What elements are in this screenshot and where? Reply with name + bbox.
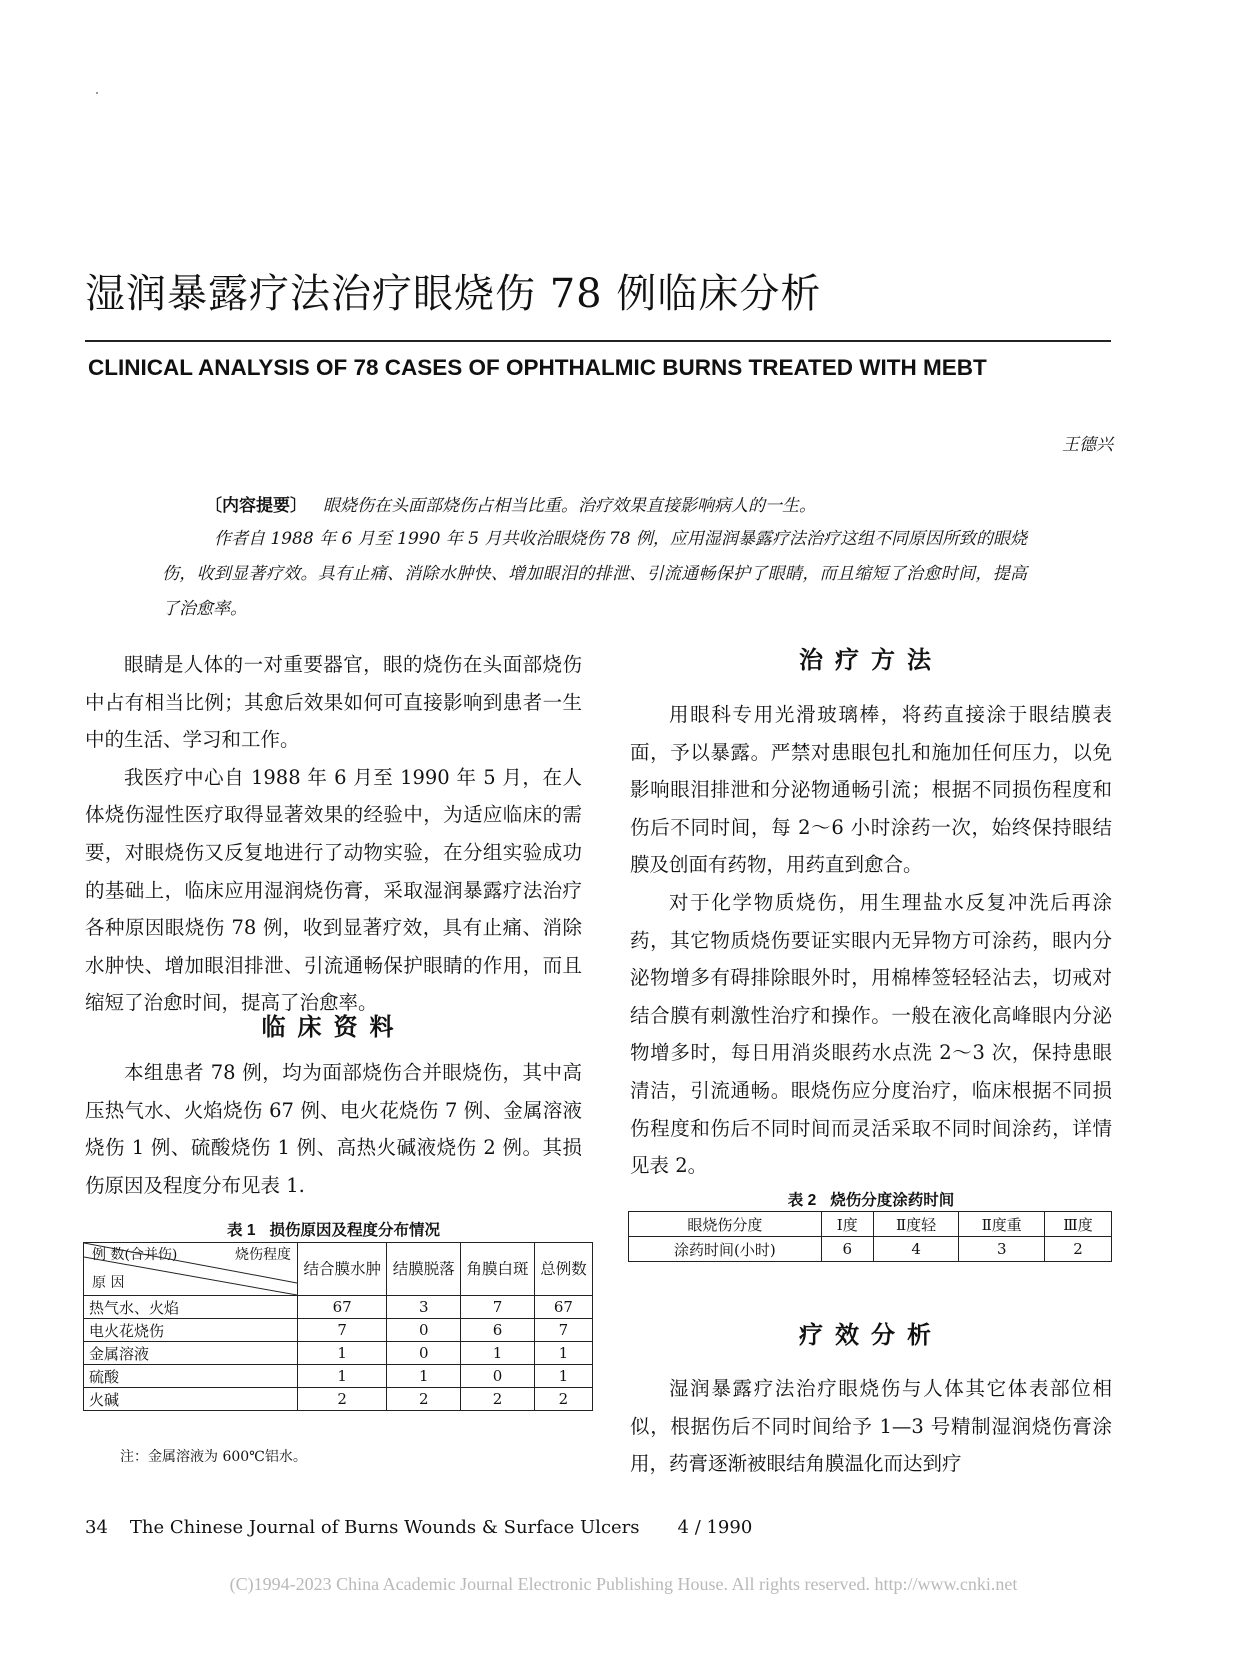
table2-cell: Ⅱ度轻 (873, 1212, 959, 1237)
table1-cell: 1 (534, 1365, 592, 1388)
table1-header: 结膜脱落 (387, 1243, 461, 1296)
table1-caption-number: 表 1 (227, 1222, 256, 1239)
table2-cell: 3 (959, 1237, 1045, 1262)
table1-cell: 2 (298, 1388, 387, 1411)
table1-cell: 0 (387, 1342, 461, 1365)
table1-cause: 电火花烧伤 (84, 1319, 298, 1342)
table1-cell: 0 (461, 1365, 535, 1388)
table1-header: 角膜白斑 (461, 1243, 535, 1296)
efficacy-heading: 疗效分析 (799, 1322, 943, 1349)
title-rule (85, 340, 1111, 342)
efficacy-section (630, 1370, 1112, 1483)
intro-paragraph-2: 我医疗中心自 1988 年 6 月至 1990 年 5 月，在人体烧伤湿性医疗取得显著效果的经验中，为适应临床的需要，对眼烧伤又反复地进行了动物实验，在分组实验成功的基础上，临床应用湿润烧伤膏，采取湿润暴露疗法治疗各种原因眼烧伤 78 例，收到显著疗效，具有止痛、消除水肿快、增加眼泪排泄、引流通畅保护眼睛的作用，而且缩短了治愈时间，提高了治愈率。 (85, 765, 582, 1015)
table2-cell: 涂药时间(小时) (629, 1237, 822, 1262)
page-footer (85, 1517, 752, 1538)
page-title: 湿润暴露疗法治疗眼烧伤 78 例临床分析 (85, 271, 822, 317)
table1-corner-right: 烧伤程度 (235, 1247, 291, 1263)
table1-cell: 6 (461, 1319, 535, 1342)
table1-cell: 7 (298, 1319, 387, 1342)
table1-cell: 3 (387, 1296, 461, 1319)
table1-cause: 硫酸 (84, 1365, 298, 1388)
table1-cause: 火碱 (84, 1388, 298, 1411)
table1-corner-cell (84, 1243, 298, 1296)
table-row (84, 1319, 593, 1342)
method-paragraph-2: 对于化学物质烧伤，用生理盐水反复冲洗后再涂药，其它物质烧伤要证实眼内无异物方可涂药，眼内分泌物增多有碍排除眼外时，用棉棒签轻轻沾去，切戒对结合膜有刺激性治疗和操作。一般在液化高峰眼内分泌物增多时，每日用消炎眼药水点洗 2～3 次，保持患眼清洁，引流通畅。眼烧伤应分度治疗，临床根据不同损伤程度和伤后不同时间而灵活采取不同时间涂药，详情见表 2。 (630, 890, 1112, 1178)
intro-section (85, 646, 582, 1022)
table1-cell: 1 (298, 1342, 387, 1365)
abstract-para2: 作者自 1988 年 6 月至 1990 年 5 月共收治眼烧伤 78 例，应用湿润暴露疗法治疗这组不同原因所致的眼烧伤，收到显著疗效。具有止痛、消除水肿快、增加眼泪的排泄、引流通畅保护了眼睛，而且缩短了治愈时间，提高了治愈率。 (162, 529, 1027, 619)
table1-header: 结合膜水肿 (298, 1243, 387, 1296)
table2-cell: 眼烧伤分度 (629, 1212, 822, 1237)
table2-caption (630, 1188, 1112, 1210)
clinical-section (85, 1054, 582, 1204)
abstract-line1 (205, 488, 816, 524)
table1-corner-top: 例 数(合并伤) (92, 1247, 178, 1263)
table-row (84, 1342, 593, 1365)
table1-cause: 热气水、火焰 (84, 1296, 298, 1319)
table1-cause: 金属溶液 (84, 1342, 298, 1365)
author: 王德兴 (1062, 435, 1113, 455)
table1-caption (85, 1218, 582, 1240)
table1-caption-text: 损伤原因及程度分布情况 (269, 1222, 440, 1239)
table1-note: 注：金属溶液为 600℃铝水。 (120, 1449, 307, 1465)
table-row (84, 1388, 593, 1411)
clinical-heading: 临床资料 (261, 1014, 406, 1041)
method-heading: 治疗方法 (799, 647, 943, 674)
table2-caption-number: 表 2 (787, 1192, 817, 1209)
table1-cell: 67 (298, 1296, 387, 1319)
table1-cell: 2 (534, 1388, 592, 1411)
table1-cell: 1 (387, 1365, 461, 1388)
table1-cell: 67 (534, 1296, 592, 1319)
table1-cell: 1 (534, 1342, 592, 1365)
table2-cell: Ⅲ度 (1045, 1212, 1112, 1237)
table1-cell: 2 (387, 1388, 461, 1411)
table2-cell: 2 (1045, 1237, 1112, 1262)
table2-caption-text: 烧伤分度涂药时间 (830, 1192, 955, 1209)
table2-cell: 6 (821, 1237, 873, 1262)
english-title: CLINICAL ANALYSIS OF 78 CASES OF OPHTHALMIC BURNS TREATED WITH MEBT (88, 355, 987, 380)
journal-name: The Chinese Journal of Burns Wounds & Surface Ulcers (129, 1517, 640, 1538)
table2-cell: Ⅰ度 (821, 1212, 873, 1237)
page-number: 34 (85, 1517, 108, 1538)
table1-cell: 1 (461, 1342, 535, 1365)
method-paragraph-1: 用眼科专用光滑玻璃棒，将药直接涂于眼结膜表面，予以暴露。严禁对患眼包扎和施加任何压力，以免影响眼泪排泄和分泌物通畅引流；根据不同损伤程度和伤后不同时间，每 2～6 小时涂药一次，始终保持眼结膜及创面有药物，用药直到愈合。 (630, 703, 1112, 877)
table1-cell: 7 (534, 1319, 592, 1342)
table-row (84, 1365, 593, 1388)
issue-number: 4 / 1990 (677, 1517, 753, 1538)
table1-corner-bottom: 原 因 (92, 1275, 125, 1291)
table-row (84, 1296, 593, 1319)
table1-header: 总例数 (534, 1243, 592, 1296)
table1-cell: 7 (461, 1296, 535, 1319)
clinical-paragraph: 本组患者 78 例，均为面部烧伤合并眼烧伤，其中高压热气水、火焰烧伤 67 例、电火花烧伤 7 例、金属溶液烧伤 1 例、硫酸烧伤 1 例、高热火碱液烧伤 2 例。其损伤原因及程度分布见表 1. (85, 1061, 582, 1197)
table1-cell: 1 (298, 1365, 387, 1388)
table1-cell: 0 (387, 1319, 461, 1342)
table1 (83, 1242, 593, 1411)
copyright-watermark: (C)1994-2023 China Academic Journal Electronic Publishing House. All rights reserved. http://www.cnki.net (229, 1574, 1018, 1594)
intro-paragraph-1: 眼睛是人体的一对重要器官，眼的烧伤在头面部烧伤中占有相当比例；其愈后效果如何可直接影响到患者一生中的生活、学习和工作。 (85, 653, 582, 752)
table-row (629, 1212, 1112, 1237)
scan-speck (96, 92, 98, 94)
table2-cell: Ⅱ度重 (959, 1212, 1045, 1237)
table2-cell: 4 (873, 1237, 959, 1262)
table1-cell: 2 (461, 1388, 535, 1411)
efficacy-paragraph: 湿润暴露疗法治疗眼烧伤与人体其它体表部位相似，根据伤后不同时间给予 1—3 号精制湿润烧伤膏涂用，药膏逐渐被眼结角膜温化而达到疗 (630, 1377, 1112, 1476)
abstract-label: 〔内容提要〕 (205, 496, 307, 515)
table-row (629, 1237, 1112, 1262)
table2 (628, 1211, 1112, 1262)
abstract-text1: 眼烧伤在头面部烧伤占相当比重。治疗效果直接影响病人的一生。 (323, 496, 816, 516)
method-section (630, 696, 1112, 1185)
table1-header-row (84, 1243, 593, 1296)
